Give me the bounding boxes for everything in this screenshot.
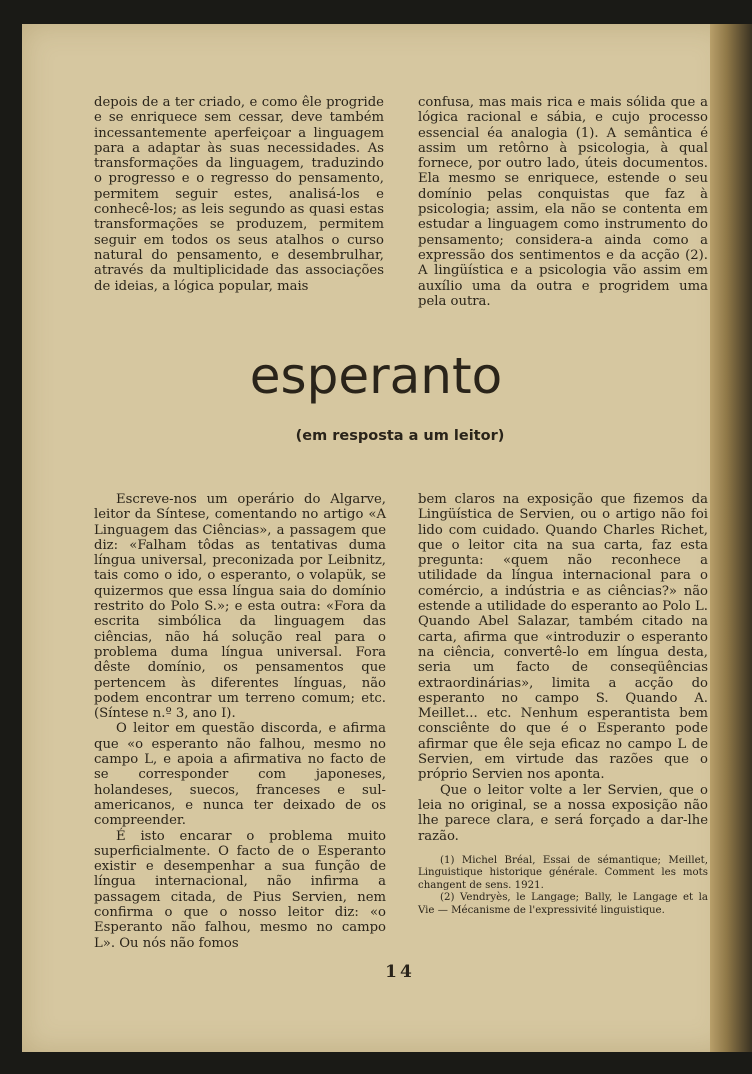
paragraph: O leitor em questão discorda, e afirma que «o esperanto não falhou, mesmo no campo L, e apoia a afirmativa no facto de se corresponder com japoneses, holandeses, suecos, franceses e sul-americanos, e nunca ter deixado de os compreender. (94, 721, 386, 829)
top-left-column (94, 95, 384, 294)
paragraph: Escreve-nos um operário do Algarve, leitor da Síntese, comentando no artigo «A Linguagem das Ciências», a passagem que diz: «Falham tôdas as tentativas duma língua universal, preconizada por Leibnitz, tais como o ido, o esperanto, o volapük, se quizermos que essa língua saia do domínio restrito do Polo S.»; e esta outra: «Fora da escrita simbólica da linguagem das ciências, não há solução real para o problema duma língua universal. Fora dêste domínio, os pensamentos que pertencem às diferentes línguas, não podem encontrar um terreno comum; etc. (Síntese n.º 3, ano I). (94, 492, 386, 722)
footnote: (2) Vendryès, le Langage; Bally, le Langage et la Vie — Mécanisme de l'expressivité linguistique. (418, 892, 708, 916)
top-right-column (418, 95, 708, 309)
right-column (418, 492, 708, 844)
paragraph: Que o leitor volte a ler Servien, que o leia no original, se a nossa exposição não lhe parece clara, e será forçado a dar-lhe razão. (418, 782, 708, 844)
paragraph: É isto encarar o problema muito superficialmente. O facto de o Esperanto existir e desempenhar a sua função de língua internacional, não infirma a passagem citada, de Pius Servien, nem confirma o que o nosso leitor diz: «o Esperanto não falhou, mesmo no campo L». Ou nós não fomos (94, 828, 386, 951)
footnotes (418, 855, 708, 917)
article-subtitle: (em resposta a um leitor) (295, 428, 505, 444)
book-spine (710, 24, 752, 1052)
footnote: (1) Michel Bréal, Essai de sémantique; Meillet, Linguistique historique générale. Comment les mots changent de sens. 1921. (418, 855, 708, 891)
paragraph: confusa, mas mais rica e mais sólida que a lógica racional e sábia, e cujo processo essencial éa analogia (1). A semântica é assim um retôrno à psicologia, à qual fornece, por outro lado, úteis documentos. Ela mesmo se enriquece, estende o seu domínio pelas conquistas que faz à psicologia; assim, ela não se contenta em estudar a linguagem como instrumento do pensamento; considera-a ainda como a expressão dos sentimentos e da acção (2). A lingüística e a psicologia vão assim em auxílio uma da outra e progridem uma pela outra. (418, 95, 708, 309)
page-number: 14 (385, 962, 415, 982)
paragraph: depois de a ter criado, e como êle progride e se enriquece sem cessar, deve também incessantemente aperfeiçoar a linguagem para a adaptar às suas necessidades. As transformações da linguagem, traduzindo o progresso e o regresso do pensamento, permitem seguir estes, analisá-los e conhecê-los; as leis segundo as quasi estas transformações se produzem, permitem seguir em todos os seus atalhos o curso natural do pensamento, e desembrulhar, através da multiplicidade das associações de ideias, a lógica popular, mais (94, 95, 384, 294)
paragraph: bem claros na exposição que fizemos da Lingüística de Servien, ou o artigo não foi lido com cuidado. Quando Charles Richet, que o leitor cita na sua carta, faz esta pregunta: «quem não reconhece a utilidade da língua internacional para o comércio, a indústria e as ciências?» não estende a utilidade do esperanto ao Polo L. Quando Abel Salazar, também citado na carta, afirma que «introduzir o esperanto na ciência, convertê-lo em língua desta, seria um facto de conseqüências extraordinárias», limita a acção do esperanto no campo S. Quando A. Meillet... etc. Nenhum esperantista bem consciênte do que é o Esperanto pode afirmar que êle seja eficaz no campo L de Servien, em virtude das razões que o próprio Servien nos aponta. (418, 492, 708, 783)
left-column (94, 492, 386, 951)
article-title: esperanto (249, 347, 503, 405)
